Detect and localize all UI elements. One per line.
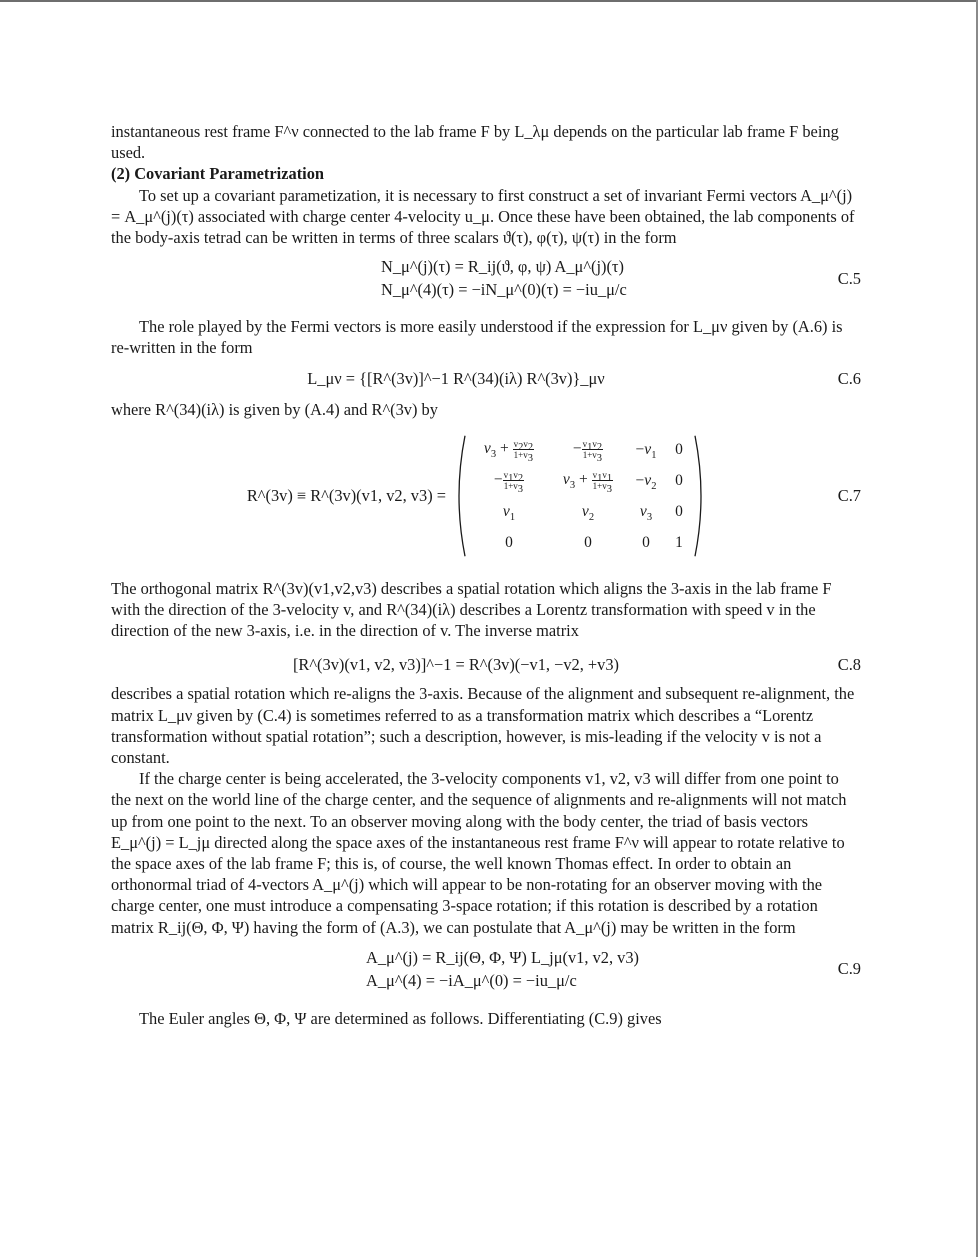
paragraph-3: The role played by the Fermi vectors is more easily understood if the expression for L_μν given by (A.6) is re-written in the form: [111, 317, 843, 358]
equation-label-c9: C.9: [837, 959, 861, 979]
equation-c5: [111, 255, 861, 301]
equation-c7-lhs: R^(3v) ≡ R^(3v)(v1, v2, v3) =: [246, 486, 446, 506]
equation-c6-body: L_μν = {[R^(3v)]^−1 R^(34)(iλ) R^(3v)}_μν: [307, 369, 605, 389]
equation-c6: [111, 359, 861, 399]
paragraph-2: To set up a covariant parametization, it is necessary to first construct a set of invariant Fermi vectors A_μ^(j) = A_μ^(j)(τ) associated with charge center 4-velocity u_μ. Once these have been obtained, the lab components of the body-axis tetrad can be written in terms of three scalars ϑ(τ), φ(τ), ψ(τ) in the form: [111, 185, 855, 248]
equation-c7: [111, 426, 861, 566]
equation-label-c7: C.7: [837, 486, 861, 506]
matrix-cell-4-4: 1: [675, 533, 683, 551]
page-top-edge: [0, 0, 978, 2]
matrix-cell-1-4: 0: [675, 440, 683, 458]
paragraph-5: The orthogonal matrix R^(3v)(v1,v2,v3) describes a spatial rotation which aligns the 3-axis in the lab frame F with the direction of the 3-velocity v, and R^(34)(iλ) describes a Lorentz transformation with speed v in the direction of the new 3-axis, i.e. in the direction of v. The inverse matrix: [111, 578, 832, 641]
matrix-cell-3-2: $v_2$: [581, 502, 595, 523]
equation-c5-line-2: N_μ^(4)(τ) = −iN_μ^(0)(τ) = −iu_μ/c: [381, 280, 627, 300]
equation-label-c8: C.8: [837, 654, 861, 674]
matrix-cell-2-2: $v_3$ + $\frac{v_1v_1}{1+v_3}$: [562, 470, 613, 496]
equation-c9: [111, 946, 861, 992]
equation-label-c5: C.5: [837, 268, 861, 288]
matrix-cell-2-4: 0: [675, 471, 683, 489]
equation-c8-body: [R^(3v)(v1, v2, v3)]^−1 = R^(3v)(−v1, −v2, +v3): [292, 654, 620, 674]
right-parenthesis: [692, 434, 708, 558]
equation-c9-line-2: A_μ^(4) = −iA_μ^(0) = −iu_μ/c: [366, 970, 577, 990]
matrix-cell-4-1: 0: [505, 533, 513, 551]
matrix-cell-3-4: 0: [675, 502, 683, 520]
paragraph-8: The Euler angles Θ, Φ, Ψ are determined as follows. Differentiating (C.9) gives: [139, 1008, 662, 1028]
equation-c9-line-1: A_μ^(j) = R_ij(Θ, Φ, Ψ) L_jμ(v1, v2, v3): [366, 947, 639, 967]
rotation-matrix: [452, 434, 708, 558]
matrix-cell-3-1: $v_1$: [502, 502, 516, 523]
paragraph-7: If the charge center is being accelerated, the 3-velocity components v1, v2, v3 will differ from one point to the next on the world line of the charge center, and the sequence of alignments and re-alignments will not match up from one point to the next. To an observer moving along with the body center, the triad of basis vectors E_μ^(j) = L_jμ directed along the space axes of the instantaneous rest frame F^ν will appear to rotate relative to the space axes of the lab frame F; this is, of course, the well known Thomas effect. In order to obtain an orthonormal triad of 4-vectors A_μ^(j) which will appear to be non-rotating for an observer moving with the charge center, one must introduce a compensating 3-space rotation; if this rotation is described by a rotation matrix R_ij(Θ, Φ, Ψ) having the form of (A.3), we can postulate that A_μ^(j) may be written in the form: [111, 769, 847, 937]
matrix-cell-2-3: $-v_2$: [635, 471, 657, 492]
paper-page: [111, 121, 861, 1029]
section-heading: (2) Covariant Parametrization: [111, 164, 325, 184]
equation-c8: [111, 645, 861, 683]
equation-c5-line-1: N_μ^(j)(τ) = R_ij(ϑ, φ, ψ) A_μ^(j)(τ): [381, 257, 624, 277]
matrix-cell-1-1: $v_3$ + $\frac{v_2v_2}{1+v_3}$: [483, 439, 534, 465]
paragraph-4: where R^(34)(iλ) is given by (A.4) and R^(3v) by: [111, 399, 438, 419]
left-parenthesis: [452, 434, 468, 558]
equation-label-c6: C.6: [837, 369, 861, 389]
paragraph-1: instantaneous rest frame F^ν connected to the lab frame F by L_λμ depends on the particular lab frame F being used.: [111, 122, 839, 163]
matrix-grid: [468, 434, 692, 558]
matrix-cell-1-2: − $\frac{v_1v_2}{1+v_3}$: [572, 439, 603, 465]
paragraph-6: describes a spatial rotation which re-aligns the 3-axis. Because of the alignment and subsequent re-alignment, the matrix L_μν given by (C.4) is sometimes referred to as a transformation matrix which describes a “Lorentz transformation without spatial rotation”; such a description, however, is mis-leading if the velocity v is not a constant.: [111, 684, 855, 768]
matrix-cell-4-3: 0: [642, 533, 650, 551]
matrix-cell-2-1: − $\frac{v_1v_2}{1+v_3}$: [493, 470, 524, 496]
matrix-cell-3-3: $v_3$: [639, 502, 653, 523]
matrix-cell-1-3: $-v_1$: [635, 440, 657, 461]
matrix-cell-4-2: 0: [584, 533, 592, 551]
